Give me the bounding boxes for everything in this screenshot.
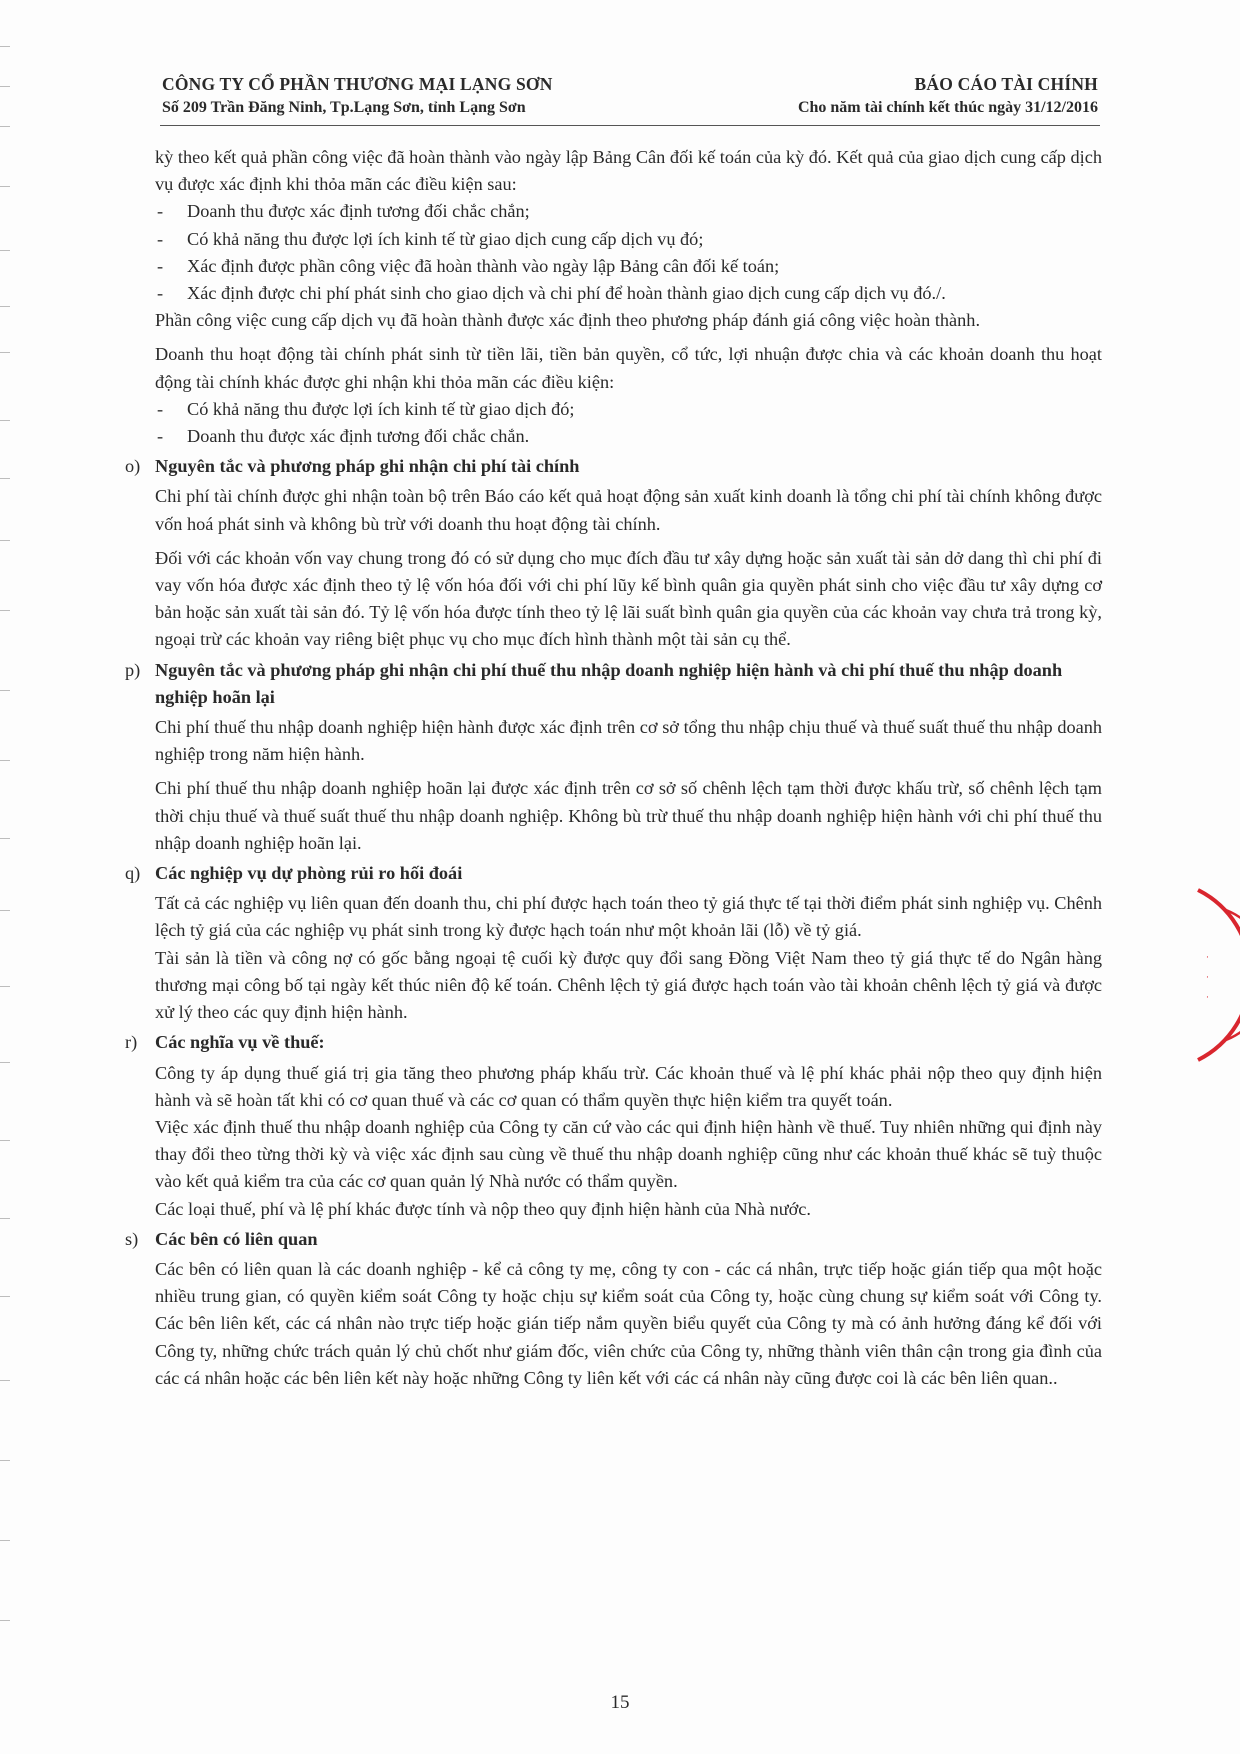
company-name: CÔNG TY CỔ PHẦN THƯƠNG MẠI LẠNG SƠN (162, 74, 553, 94)
section-label: r) (125, 1032, 138, 1053)
report-period: Cho năm tài chính kết thúc ngày 31/12/2016 (797, 99, 1098, 116)
section-heading-s (125, 1226, 1102, 1253)
section-heading-p (125, 657, 1102, 711)
list-item: - Xác định được chi phí phát sinh cho giao dịch và chi phí để hoàn thành giao dịch cung cấp dịch vụ đó./. (157, 283, 946, 304)
section-title: Nguyên tắc và phương pháp ghi nhận chi phí tài chính (155, 456, 580, 477)
paragraph: Chi phí thuế thu nhập doanh nghiệp hiện hành được xác định trên cơ sở tổng thu nhập chịu thuế và thuế suất thuế thu nhập doanh nghiệp trong năm hiện hành. (155, 717, 1102, 765)
list-item: - Xác định được phần công việc đã hoàn thành vào ngày lập Bảng cân đối kế toán; (157, 255, 780, 276)
paragraph: Các bên có liên quan là các doanh nghiệp - kể cả công ty mẹ, công ty con - các cá nhân, trực tiếp hoặc gián tiếp qua một hoặc nhiều trung gian, có quyền kiểm soát Công ty hoặc chịu sự kiểm soát của Công ty, hoặc cùng chung sự kiểm soát với Công ty. Các bên liên kết, các cá nhân nào trực tiếp hoặc gián tiếp nắm quyền biểu quyết của Công ty mà có ảnh hưởng đáng kể đối với Công ty, những chức trách quản lý chủ chốt như giám đốc, viên chức của Công ty, những thành viên thân cận trong gia đình của các cá nhân hoặc các bên liên kết này hoặc những Công ty liên kết với các cá nhân này cũng được coi là các bên liên quan.. (155, 1258, 1102, 1388)
paragraph: Phần công việc cung cấp dịch vụ đã hoàn thành được xác định theo phương pháp đánh giá công việc hoàn thành. (155, 310, 981, 331)
section-label: o) (125, 456, 141, 477)
section-label: s) (125, 1228, 139, 1249)
report-title: BÁO CÁO TÀI CHÍNH (914, 74, 1098, 94)
paragraph: Chi phí tài chính được ghi nhận toàn bộ trên Báo cáo kết quả hoạt động sản xuất kinh doanh là tổng chi phí tài chính không được vốn hoá phát sinh và không bù trừ với doanh thu hoạt động tài chính. (155, 486, 1102, 534)
svg-text:·: · (1206, 953, 1209, 963)
section-title: Nguyên tắc và phương pháp ghi nhận chi phí thuế thu nhập doanh nghiệp hiện hành và chi phí thuế thu nhập doanh nghiệp hoãn lại (155, 659, 1063, 707)
section-heading-q (125, 860, 1102, 887)
page-header (162, 72, 1098, 120)
paragraph: Công ty áp dụng thuế giá trị gia tăng theo phương pháp khấu trừ. Các khoản thuế và lệ phí khác phải nộp theo quy định hiện hành và sẽ hoàn tất khi có cơ quan thuế và các cơ quan có thẩm quyền thực hiện kiểm tra quyết toán. (155, 1062, 1102, 1110)
paragraph: kỳ theo kết quả phần công việc đã hoàn thành vào ngày lập Bảng Cân đối kế toán của kỳ đó. Kết quả của giao dịch cung cấp dịch vụ được xác định khi thỏa mãn các điều kiện sau: (155, 147, 1102, 195)
section-title: Các nghĩa vụ về thuế: (155, 1032, 325, 1053)
section-label: q) (125, 863, 141, 884)
list-item: - Doanh thu được xác định tương đối chắc chắn. (157, 426, 530, 447)
header-divider (160, 125, 1100, 126)
section-heading-o (125, 453, 1102, 480)
section-title: Các bên có liên quan (155, 1228, 318, 1249)
list-item: - Có khả năng thu được lợi ích kinh tế từ giao dịch đó; (157, 398, 575, 419)
paragraph: Chi phí thuế thu nhập doanh nghiệp hoãn lại được xác định trên cơ sở số chênh lệch tạm thời được khấu trừ, số chênh lệch tạm thời chịu thuế và thuế suất thuế thu nhập doanh nghiệp. Không bù trừ thuế thu nhập doanh nghiệp hiện hành với chi phí thuế thu nhập doanh nghiệp hoãn lại. (155, 778, 1102, 853)
paragraph: Các loại thuế, phí và lệ phí khác được tính và nộp theo quy định hiện hành của Nhà nước. (155, 1198, 811, 1219)
red-seal-stamp-edge (1196, 880, 1240, 1070)
page-number: 15 (610, 1692, 630, 1713)
list-item: - Doanh thu được xác định tương đối chắc chắn; (157, 201, 530, 222)
paragraph: Đối với các khoản vốn vay chung trong đó có sử dụng cho mục đích đầu tư xây dựng hoặc sản xuất tài sản dở dang thì chi phí đi vay vốn hóa được xác định theo tỷ lệ vốn hóa đối với chi phí lũy kế bình quân gia quyền phát sinh cho việc đầu tư xây dựng cơ bản hoặc sản xuất tài sản đó. Tỷ lệ vốn hóa được tính theo tỷ lệ lãi suất bình quân gia quyền của các khoản vay chưa trả trong kỳ, ngoại trừ các khoản vay riêng biệt phục vụ cho mục đích hình thành một tài sản cụ thể. (155, 547, 1102, 650)
company-address: Số 209 Trần Đăng Ninh, Tp.Lạng Sơn, tỉnh Lạng Sơn (162, 99, 526, 116)
paragraph: Doanh thu hoạt động tài chính phát sinh từ tiền lãi, tiền bản quyền, cổ tức, lợi nhuận được chia và các khoản doanh thu hoạt động tài chính khác được ghi nhận khi thỏa mãn các điều kiện: (155, 344, 1102, 392)
section-heading-r (125, 1029, 1102, 1056)
paragraph: Việc xác định thuế thu nhập doanh nghiệp của Công ty căn cứ vào các qui định hiện hành về thuế. Tuy nhiên những qui định này thay đổi theo từng thời kỳ và việc xác định sau cùng về thuế thu nhập doanh nghiệp cũng như các khoản thuế khác sẽ tuỳ thuộc vào kết quả kiểm tra của các cơ quan quản lý Nhà nước có thẩm quyền. (155, 1116, 1102, 1192)
scan-edge-marks (0, 0, 12, 1754)
paragraph: Tài sản là tiền và công nợ có gốc bằng ngoại tệ cuối kỳ được quy đổi sang Đồng Việt Nam theo tỷ giá thực tế do Ngân hàng thương mại công bố tại ngày kết thúc niên độ kế toán. Chênh lệch tỷ giá được hạch toán vào tài khoản chênh lệch tỷ giá và được xử lý theo các quy định hiện hành. (155, 947, 1102, 1023)
svg-text:·: · (1206, 993, 1209, 1003)
section-title: Các nghiệp vụ dự phòng rủi ro hối đoái (155, 863, 463, 884)
section-label: p) (125, 659, 141, 680)
list-item: - Có khả năng thu được lợi ích kinh tế từ giao dịch cung cấp dịch vụ đó; (157, 228, 704, 249)
document-body (125, 144, 1102, 1392)
svg-text:·: · (1206, 973, 1209, 983)
paragraph: Tất cả các nghiệp vụ liên quan đến doanh thu, chi phí được hạch toán theo tỷ giá thực tế tại thời điểm phát sinh nghiệp vụ. Chênh lệch tỷ giá của các nghiệp vụ phát sinh trong kỳ được hạch toán như một khoản lãi (lỗ) về tỷ giá. (155, 893, 1102, 941)
